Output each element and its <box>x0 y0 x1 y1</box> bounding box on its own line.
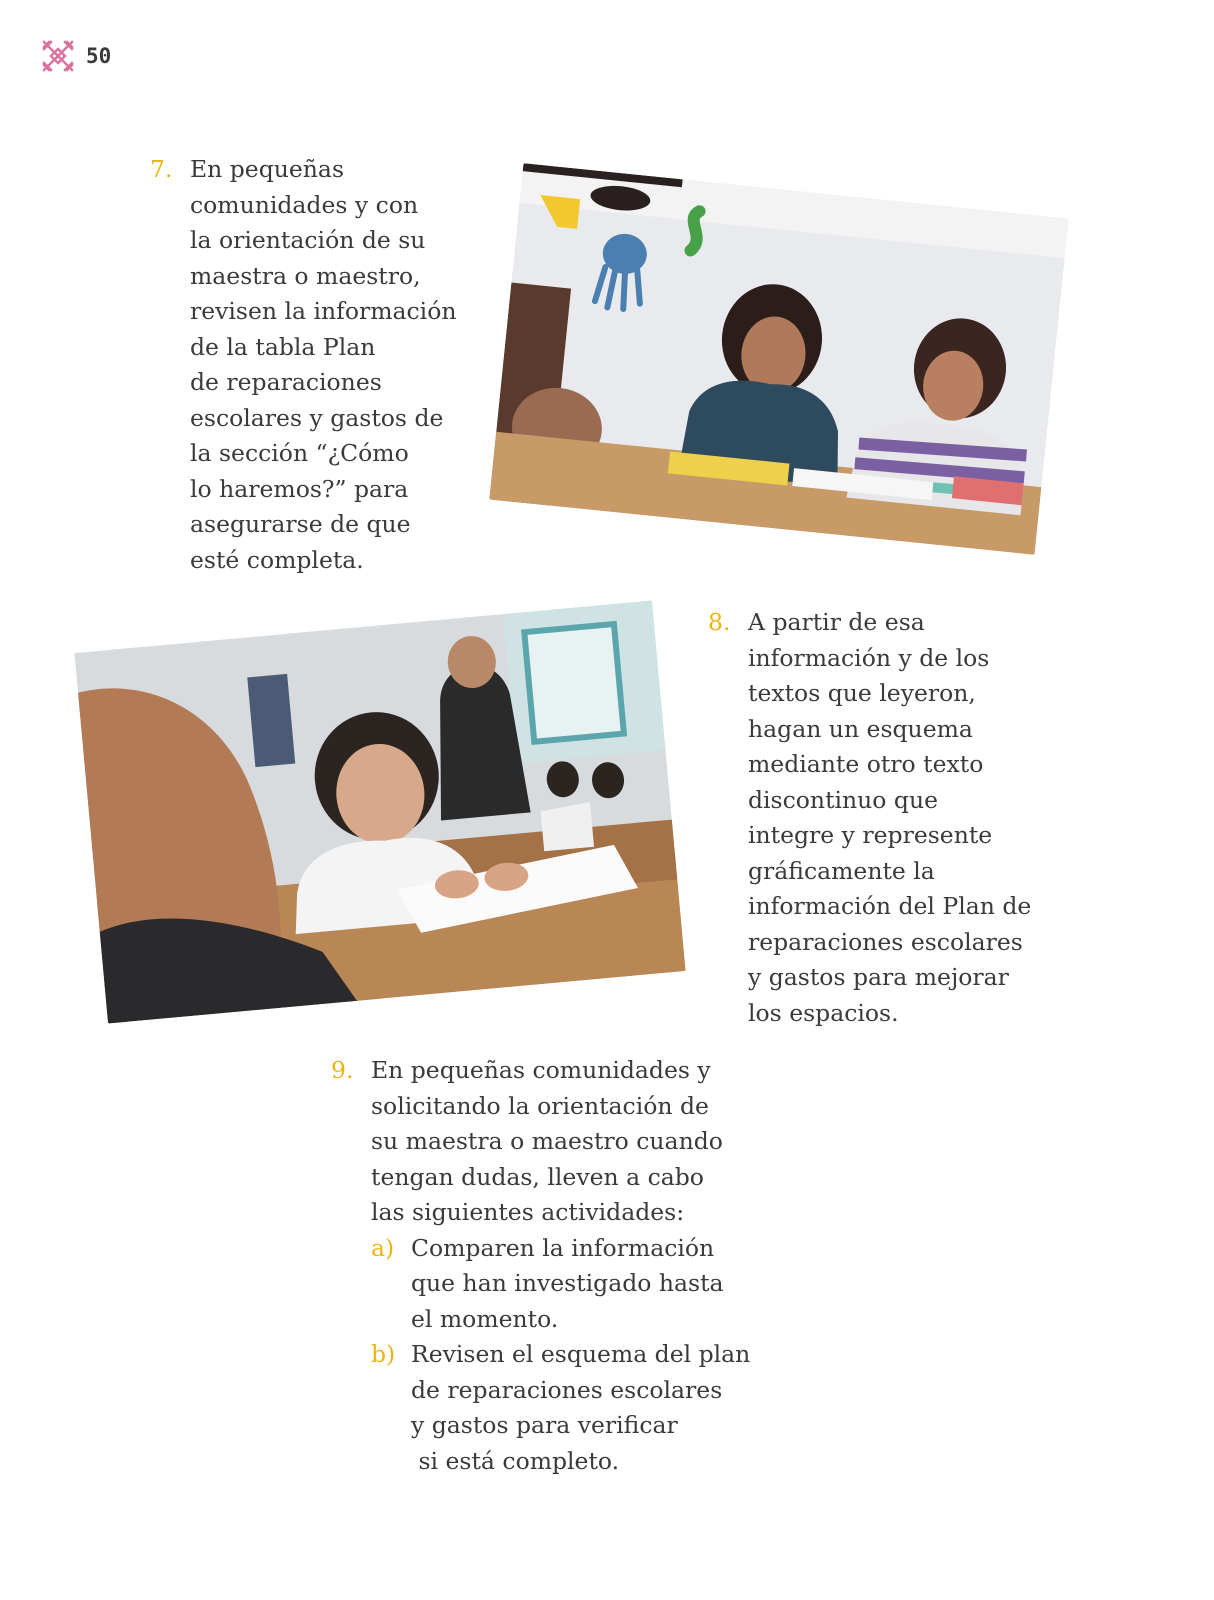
subitem-text <box>411 1337 750 1479</box>
text-line: A partir de esa <box>748 608 925 636</box>
text-line: En pequeñas comunidades y <box>371 1056 711 1084</box>
text-line: discontinuo que <box>748 785 938 814</box>
subitem-b <box>371 1337 750 1479</box>
text-line: integre y represente <box>748 821 993 849</box>
photo-students-drawing-image <box>489 163 1068 555</box>
item-number: 9. <box>331 1056 354 1084</box>
text-line: información del Plan de <box>748 892 1032 920</box>
item-text <box>748 605 1031 1031</box>
text-line: asegurarse de que <box>190 510 411 538</box>
text-line: de reparaciones <box>190 368 382 396</box>
photo-students-drawing <box>489 163 1068 555</box>
text-line: que han investigado hasta <box>411 1269 724 1297</box>
subitem-letter: a) <box>371 1233 395 1262</box>
text-line: revisen la información <box>190 297 457 325</box>
text-line: solicitando la orientación de <box>371 1091 709 1120</box>
item-text <box>371 1053 750 1479</box>
text-line: mediante otro texto <box>748 750 984 778</box>
text-line: si está completo. <box>411 1446 620 1475</box>
instruction-item-8 <box>708 605 1031 1031</box>
text-line: hagan un esquema <box>748 714 973 743</box>
page-number: 50 <box>86 44 112 68</box>
text-line: textos que leyeron, <box>748 679 976 707</box>
instruction-item-9 <box>331 1053 750 1479</box>
text-line: de la tabla Plan <box>190 332 376 361</box>
photo-girl-classroom <box>74 600 685 1023</box>
text-line: lo haremos?” para <box>190 474 409 503</box>
item-text <box>190 152 457 578</box>
page-header <box>40 38 111 74</box>
text-line: de reparaciones escolares <box>411 1375 723 1404</box>
text-line: los espacios. <box>748 998 899 1027</box>
text-line: y gastos para verificar <box>411 1411 678 1439</box>
item-number: 8. <box>708 608 731 636</box>
text-line: En pequeñas <box>190 155 345 183</box>
instruction-item-7 <box>150 152 457 578</box>
text-line: comunidades y con <box>190 190 419 219</box>
item-number: 7. <box>150 155 173 183</box>
subitem-text <box>411 1231 750 1338</box>
text-line: maestra o maestro, <box>190 261 421 290</box>
text-line: la orientación de su <box>190 226 426 254</box>
text-line: el momento. <box>411 1304 559 1333</box>
text-line: información y de los <box>748 643 990 672</box>
decorative-x-knot-icon <box>40 38 76 74</box>
text-line: reparaciones escolares <box>748 927 1023 956</box>
text-line: su maestra o maestro cuando <box>371 1127 723 1155</box>
text-line: esté completa. <box>190 545 364 574</box>
text-line: Revisen el esquema del plan <box>411 1340 751 1368</box>
text-line: las siguientes actividades: <box>371 1198 685 1226</box>
text-line: tengan dudas, lleven a cabo <box>371 1162 704 1191</box>
subitem-letter: b) <box>371 1340 396 1368</box>
text-line: Comparen la información <box>411 1233 715 1262</box>
text-line: escolares y gastos de <box>190 403 444 432</box>
text-line: gráficamente la <box>748 856 935 885</box>
subitem-a <box>371 1231 750 1338</box>
photo-girl-classroom-image <box>74 600 685 1023</box>
text-line: y gastos para mejorar <box>748 963 1009 991</box>
text-line: la sección “¿Cómo <box>190 439 409 467</box>
